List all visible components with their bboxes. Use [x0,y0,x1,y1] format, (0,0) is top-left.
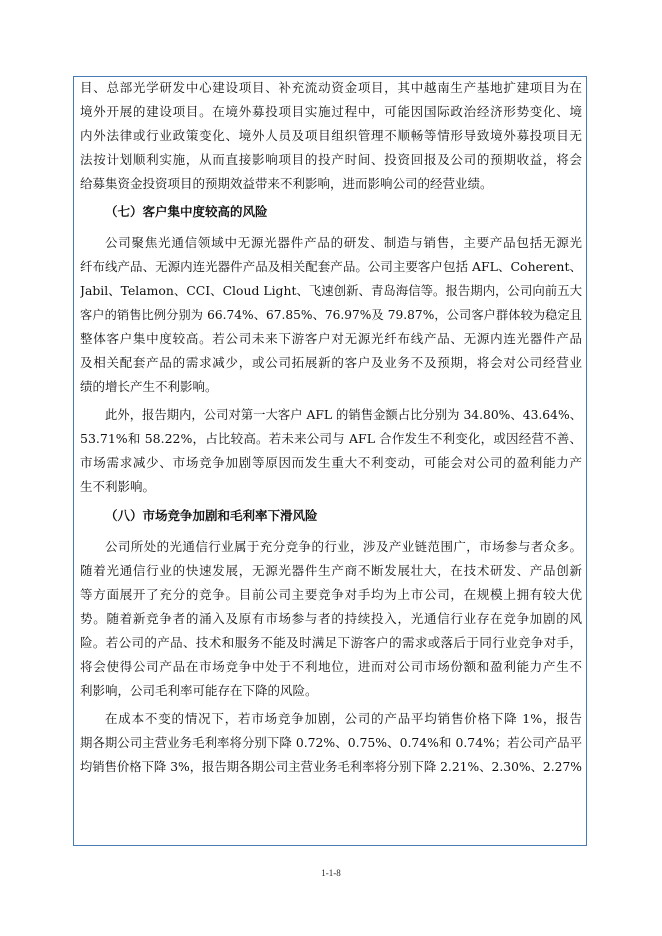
text-line: 53.71%和 58.22%，占比较高。若未来公司与 AFL 合作发生不利变化，或因经营不善、 [80,431,582,446]
text-line: 公司聚焦光通信领域中无源光器件产品的研发、制造与销售，主要产品包括无源光 [105,235,582,250]
text-line: 法按计划顺利实施，从而直接影响项目的投产时间、投资回报及公司的预期收益，将会 [80,152,582,167]
text-line: 市场需求减少、市场竞争加剧等原因而发生重大不利变动，可能会对公司的盈利能力产 [80,455,582,470]
text-line: 生不利影响。 [80,479,156,494]
text-line: 等方面展开了充分的竞争。目前公司主要竞争对手均为上市公司，在规模上拥有较大优 [80,587,582,602]
text-line: 给募集资金投资项目的预期效益带来不利影响，进而影响公司的经营业绩。 [80,176,493,191]
text-line: 及相关配套产品的需求减少，或公司拓展新的客户及业务不及预期，将会对公司经营业 [80,355,582,370]
text-line: 整体客户集中度较高。若公司未来下游客户对无源光纤布线产品、无源内连光器件产品 [80,331,582,346]
section-heading-customer-concentration: （七）客户集中度较高的风险 [105,204,268,219]
text-line: 纤布线产品、无源内连光器件产品及相关配套产品。公司主要客户包括 AFL、Coherent、 [80,259,582,274]
text-line: 境外开展的建设项目。在境外募投项目实施过程中，可能因国际政治经济形势变化、境 [80,104,582,119]
page-number: 1-1-8 [321,868,341,878]
text-line: 在成本不变的情况下，若市场竞争加剧，公司的产品平均销售价格下降 1%，报告 [105,711,582,726]
text-line: 客户的销售比例分别为 66.74%、67.85%、76.97%及 79.87%，公司客户群体较为稳定且 [80,308,582,322]
section-heading-market-competition: （八）市场竞争加剧和毛利率下滑风险 [105,508,318,523]
text-line: 将会使得公司产品在市场竞争中处于不利地位，进而对公司市场份额和盈利能力产生不 [80,659,582,674]
text-line: 险。若公司的产品、技术和服务不能及时满足下游客户的需求或落后于同行业竞争对手， [80,635,582,650]
text-line: 势。随着新竞争者的涌入及原有市场参与者的持续投入，光通信行业存在竞争加剧的风 [80,611,582,626]
text-line: 目、总部光学研发中心建设项目、补充流动资金项目，其中越南生产基地扩建项目为在 [80,80,582,95]
text-line: 绩的增长产生不利影响。 [80,379,218,394]
text-line: 利影响，公司毛利率可能存在下降的风险。 [80,683,318,698]
text-line: 内外法律或行业政策变化、境外人员及项目组织管理不顺畅等情形导致境外募投项目无 [80,128,582,143]
text-line: 均销售价格下降 3%，报告期各期公司主营业务毛利率将分别下降 2.21%、2.30%、2.27% [80,760,582,774]
text-line: 公司所处的光通信行业属于充分竞争的行业，涉及产业链范围广，市场参与者众多。 [105,539,582,554]
text-line: Jabil、Telamon、CCI、Cloud Light、飞速创新、青岛海信等。报告期内，公司向前五大 [80,283,582,298]
text-line: 此外，报告期内，公司对第一大客户 AFL 的销售金额占比分别为 34.80%、43.64%、 [105,408,582,422]
text-line: 随着光通信行业的快速发展，无源光器件生产商不断发展壮大，在技术研发、产品创新 [80,563,582,578]
text-line: 期各期公司主营业务毛利率将分别下降 0.72%、0.75%、0.74%和 0.74%；若公司产品平 [80,735,582,750]
